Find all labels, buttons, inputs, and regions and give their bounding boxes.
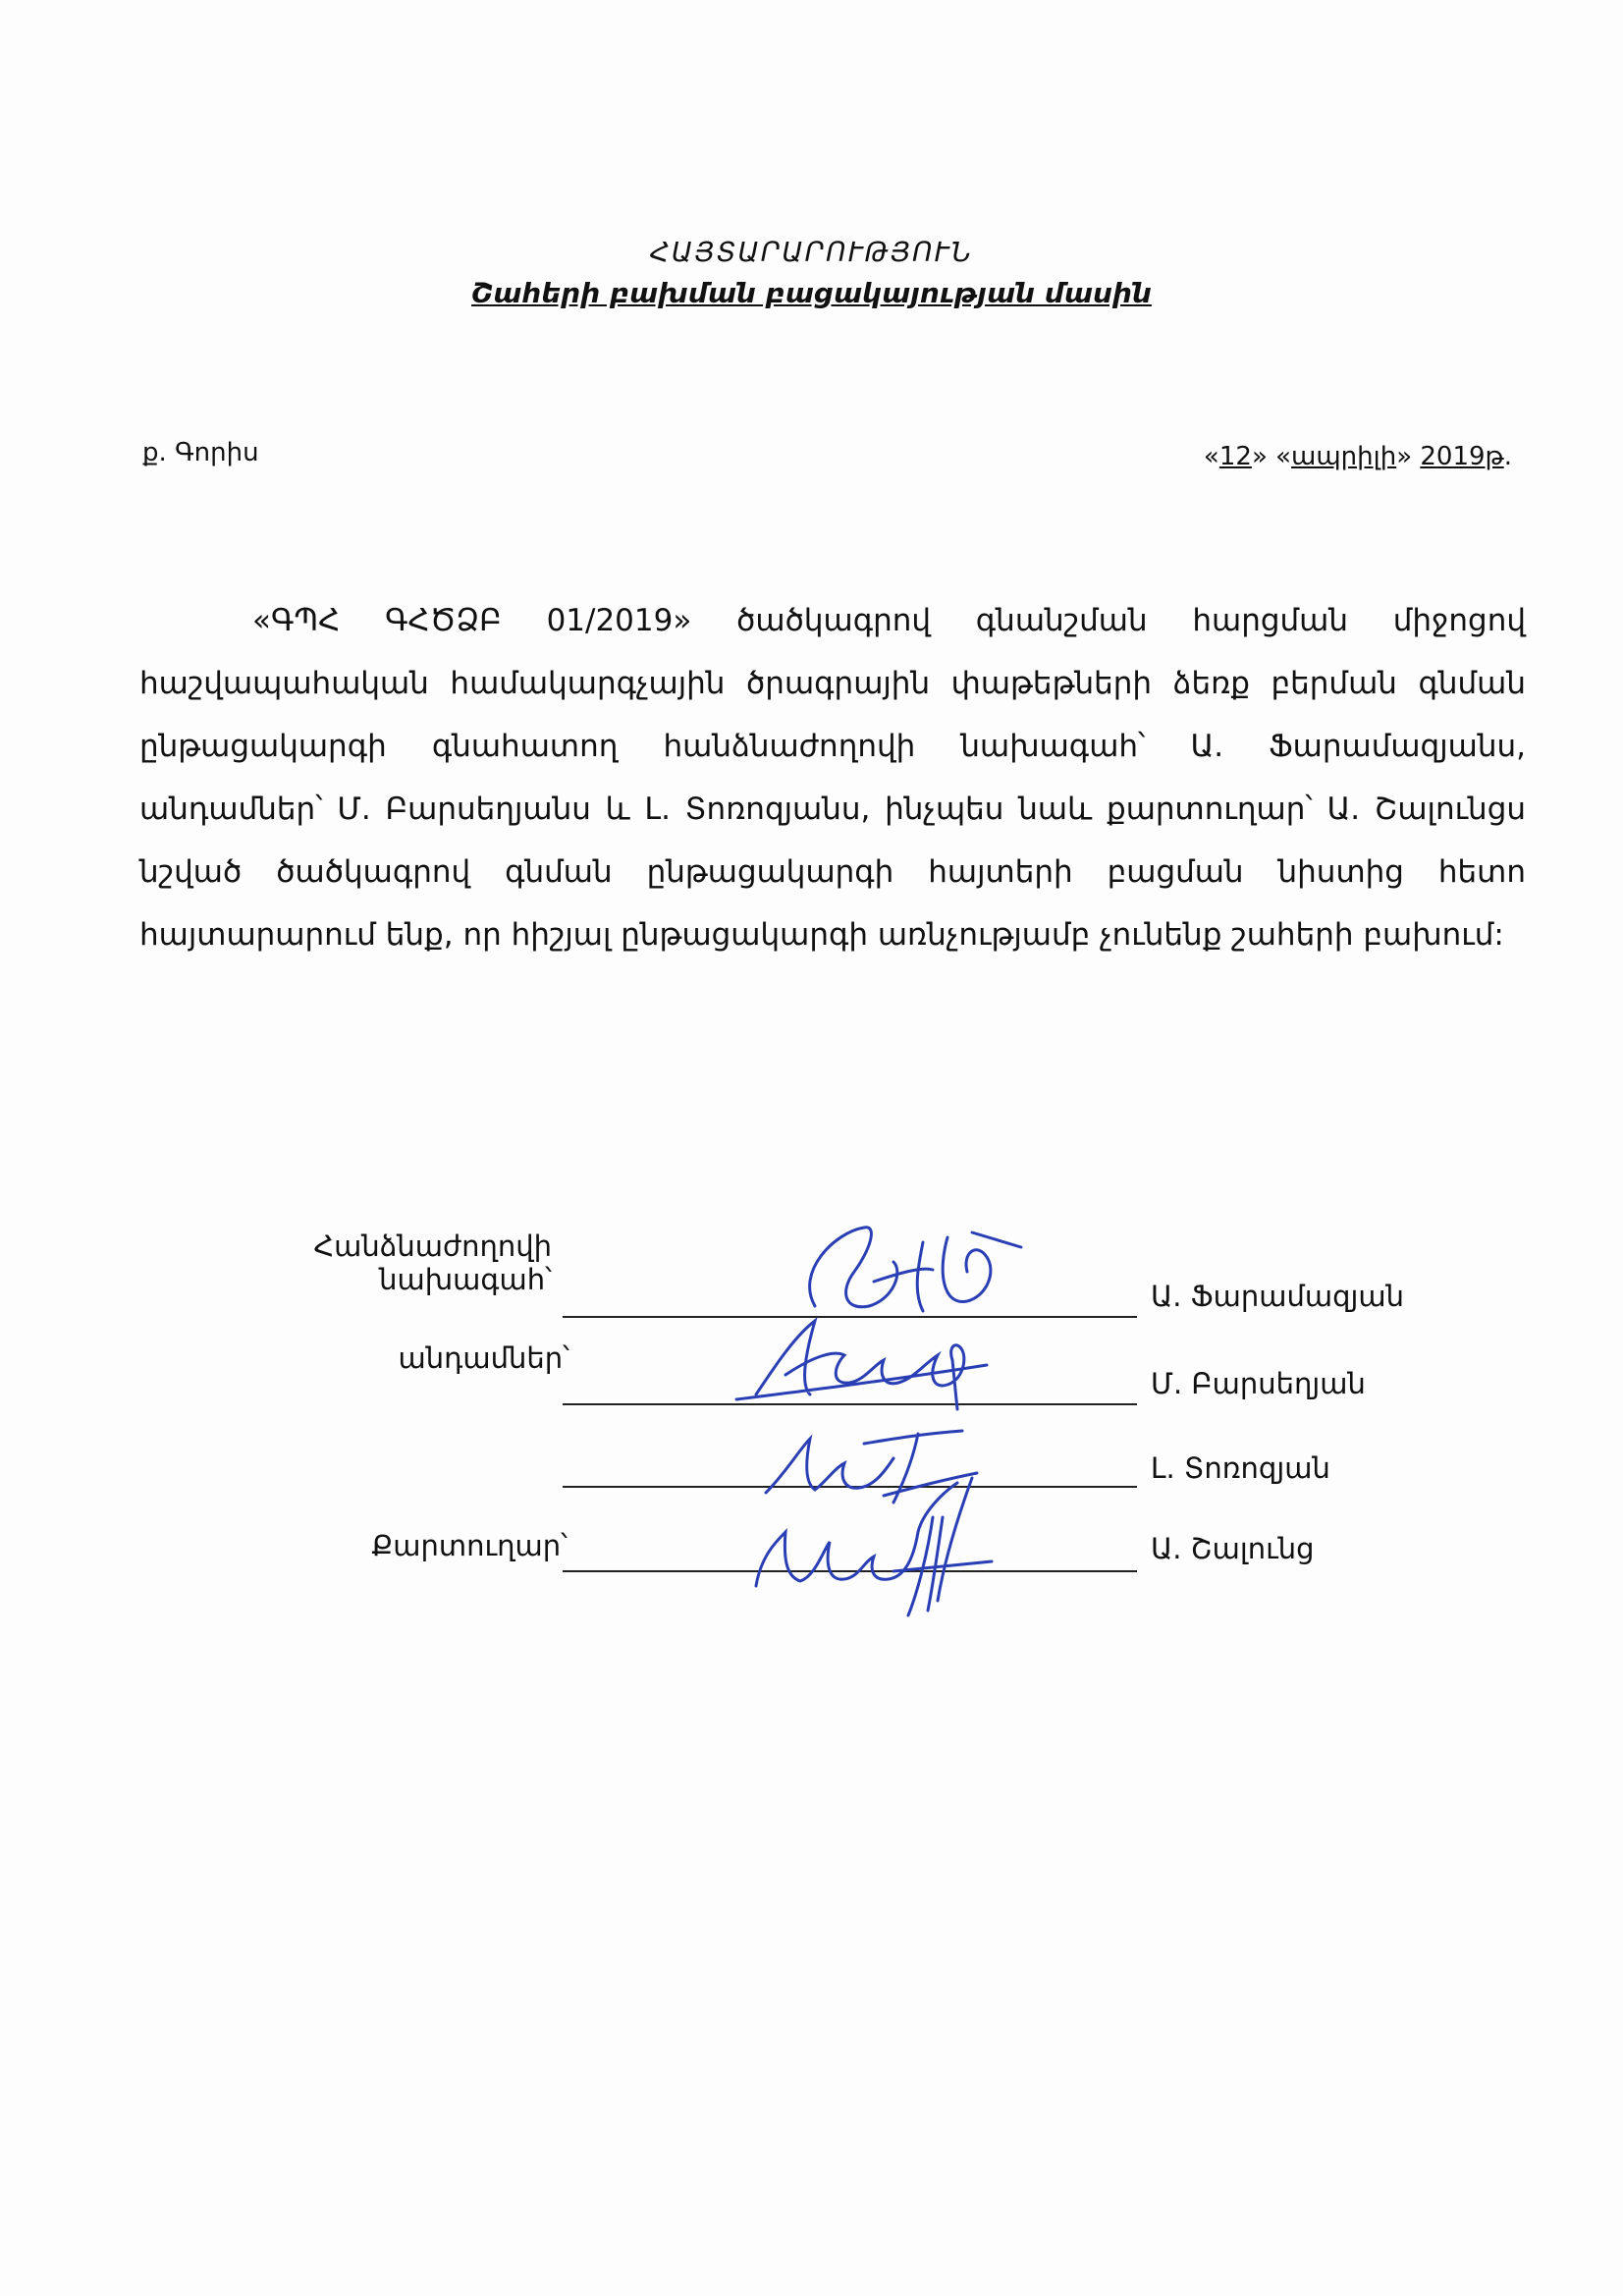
members-label: անդամներ՝ <box>398 1341 569 1375</box>
member1-name: Մ. Բարսեղյան <box>1151 1367 1366 1400</box>
member2-name: Լ. Տոռոզյան <box>1151 1451 1330 1485</box>
secretary-label: Քարտուղար՝ <box>371 1529 568 1562</box>
document-title: ՀԱՅՏԱՐԱՐՈՒԹՅՈՒՆ <box>649 236 974 268</box>
chair-label: Հանձնաժողովի նախագահ՝ <box>313 1230 552 1296</box>
member1-signature <box>717 1296 1001 1414</box>
secretary-name: Ա. Շալունց <box>1151 1532 1315 1565</box>
declaration-text: «ԳՊՀ ԳՀԾՁԲ 01/2019» ծածկագրով գնանշման հարցման միջոցով հաշվապահական համակարգչային ծրագրային փաթեթների ձեռք բերման գնման ընթացակարգի գնահատող հանձնաժողովի նախագահ՝ Ա. Ֆարամազյանս, անդամներ՝ Մ. Բարսեղյանս և Լ. Տոռոզյանս, ինչպես նաև քարտուղար՝ Ա. Շալունցս նշված ծածկագրով գնման ընթացակարգի հայտերի բացման նիստից հետո հայտարարում ենք, որ հիշյալ ընթացակարգի առնչությամբ չունենք շահերի բախում: <box>139 603 1526 953</box>
date-day: 12 <box>1218 442 1252 471</box>
date-month: ապրիլի <box>1291 442 1397 471</box>
chair-name: Ա. Ֆարամազյան <box>1151 1280 1404 1313</box>
document-subtitle: Շահերի բախման բացակայության մասին <box>471 277 1152 309</box>
date-year: 2019թ <box>1420 442 1504 471</box>
date-label: «12» «ապրիլի» 2019թ. <box>1203 442 1512 471</box>
secretary-signature <box>746 1473 1001 1620</box>
declaration-body <box>139 589 1526 966</box>
city-label: ք. Գորիս <box>142 438 259 467</box>
